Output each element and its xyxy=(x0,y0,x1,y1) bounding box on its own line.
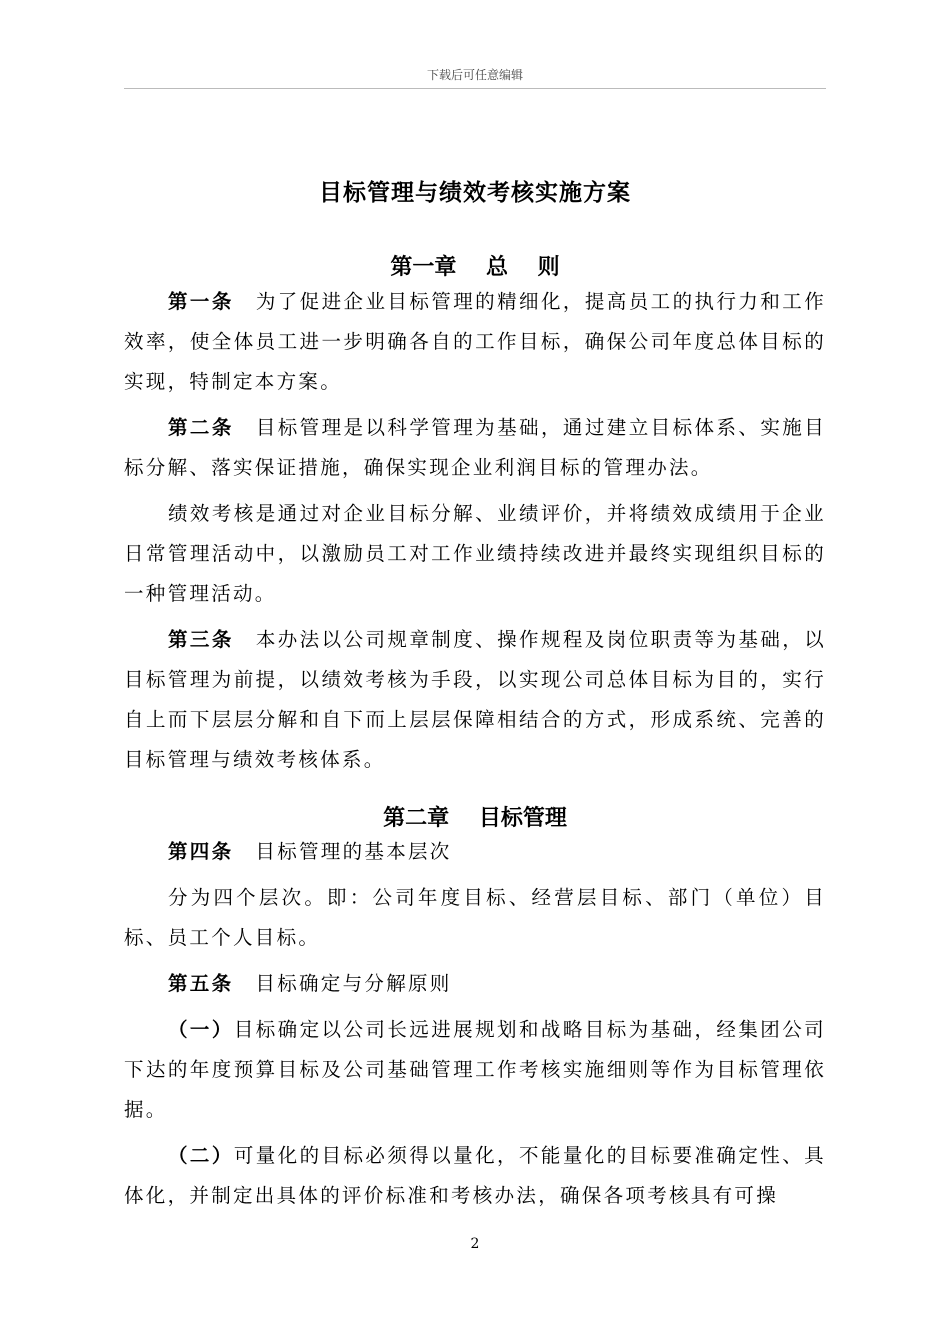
article-5-item-2 xyxy=(124,1136,826,1216)
document-title: 目标管理与绩效考核实施方案 xyxy=(319,179,631,206)
chapter-2-heading: 第二章 目标管理 xyxy=(383,805,567,831)
article-4-text: 目标管理的基本层次 xyxy=(255,840,452,863)
article-4 xyxy=(124,832,826,872)
article-2 xyxy=(124,408,826,488)
header-divider xyxy=(124,88,826,89)
article-3-text: 本办法以公司规章制度、操作规程及岗位职责等为基础，以目标管理为前提，以绩效考核为手段，以实现公司总体目标为目的，实行自上而下层层分解和自下而上层层保障相结合的方式，形成系统、完善的目标管理与绩效考核体系。 xyxy=(124,628,826,771)
article-5-item-1 xyxy=(124,1010,826,1130)
chapter-1-heading: 第一章 总 则 xyxy=(390,254,560,280)
article-3 xyxy=(124,620,826,780)
article-5-label: 第五条 xyxy=(168,972,234,995)
article-2-paragraph-2: 绩效考核是通过对企业目标分解、业绩评价，并将绩效成绩用于企业日常管理活动中，以激励员工对工作业绩持续改进并最终实现组织目标的一种管理活动。 xyxy=(124,502,826,605)
article-1-label: 第一条 xyxy=(168,290,234,313)
article-2-label: 第二条 xyxy=(168,416,234,439)
header-note: 下载后可任意编辑 xyxy=(426,68,523,82)
chapter-2-body xyxy=(124,832,826,1216)
article-1-text: 为了促进企业目标管理的精细化，提高员工的执行力和工作效率，使全体员工进一步明确各自的工作目标，确保公司年度总体目标的实现，特制定本方案。 xyxy=(124,290,826,393)
article-3-label: 第三条 xyxy=(168,628,234,651)
article-4-label: 第四条 xyxy=(168,840,234,863)
article-4-paragraph-2: 分为四个层次。即：公司年度目标、经营层目标、部门（单位）目标、员工个人目标。 xyxy=(124,886,826,949)
item-2-text: 可量化的目标必须得以量化，不能量化的目标要准确定性、具体化，并制定出具体的评价标准和考核办法，确保各项考核具有可操 xyxy=(124,1144,826,1207)
page-number: 2 xyxy=(470,1236,480,1252)
item-1-text: 目标确定以公司长远进展规划和战略目标为基础，经集团公司下达的年度预算目标及公司基础管理工作考核实施细则等作为目标管理依据。 xyxy=(124,1018,826,1121)
article-2-text: 目标管理是以科学管理为基础，通过建立目标体系、实施目标分解、落实保证措施，确保实现企业利润目标的管理办法。 xyxy=(124,416,826,479)
item-2-label: （二） xyxy=(168,1144,234,1167)
article-5-text: 目标确定与分解原则 xyxy=(255,972,452,995)
article-5 xyxy=(124,964,826,1004)
item-1-label: （一） xyxy=(168,1018,234,1041)
article-1 xyxy=(124,282,826,402)
chapter-1-body xyxy=(124,282,826,780)
